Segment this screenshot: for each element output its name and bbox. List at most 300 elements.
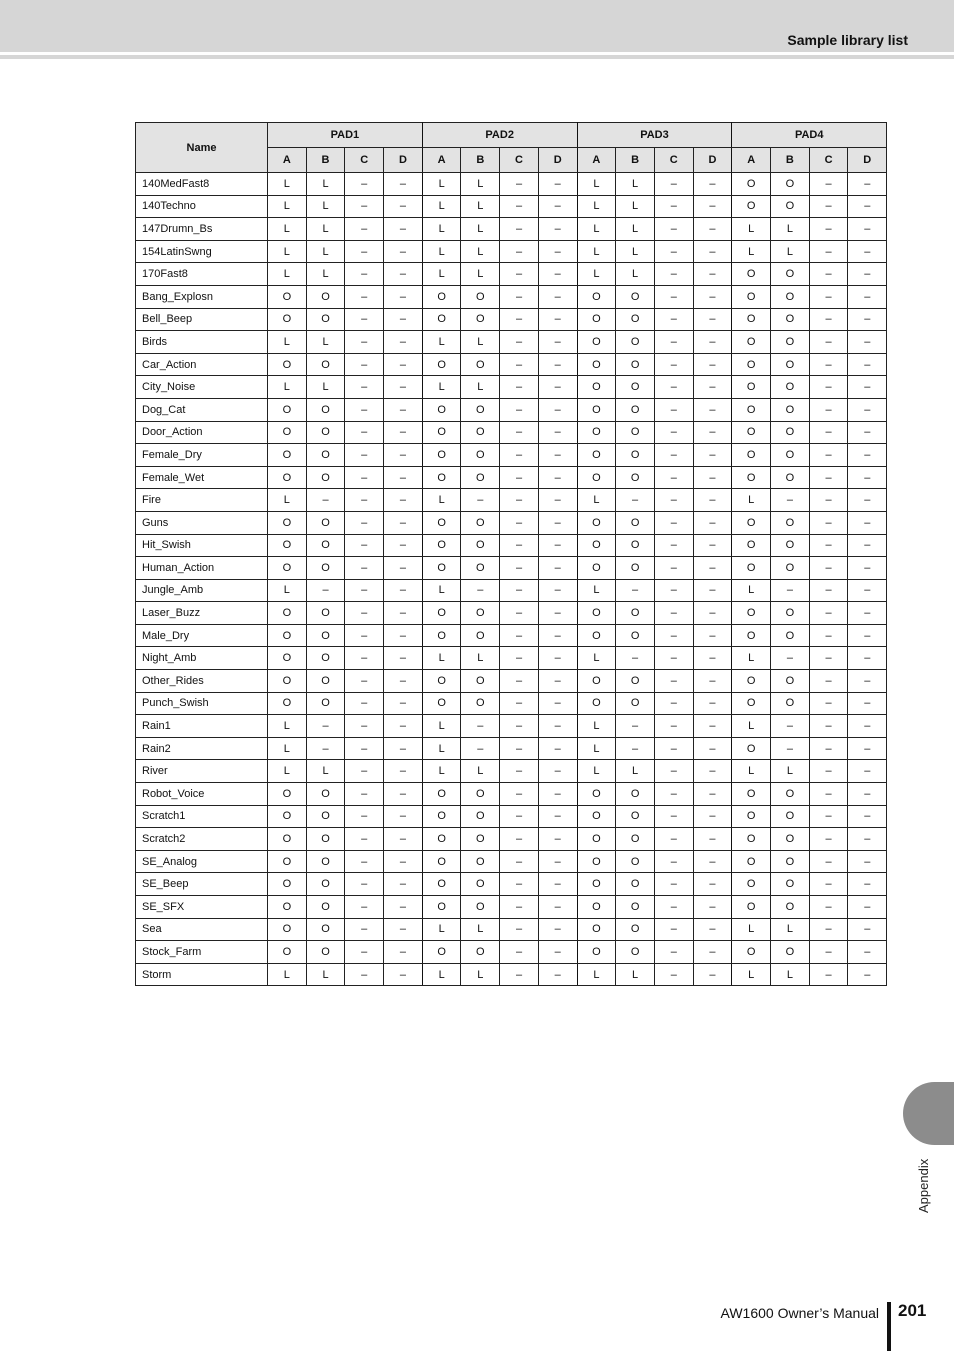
subcolumn-header: C [345, 148, 384, 173]
table-cell: – [538, 308, 577, 331]
table-cell: – [848, 285, 887, 308]
table-cell: – [809, 489, 848, 512]
table-cell: – [693, 692, 732, 715]
table-cell: O [306, 534, 345, 557]
table-row [136, 624, 887, 647]
table-cell: – [848, 760, 887, 783]
table-cell: – [693, 398, 732, 421]
table-cell: – [500, 308, 539, 331]
table-cell: – [500, 218, 539, 241]
table-cell: – [500, 240, 539, 263]
sample-name-cell: Storm [136, 963, 268, 986]
table-cell: O [577, 466, 616, 489]
table-cell: O [306, 670, 345, 693]
table-cell: – [345, 173, 384, 196]
table-cell: – [848, 557, 887, 580]
table-cell: O [268, 783, 307, 806]
table-cell: – [809, 308, 848, 331]
table-cell: – [809, 941, 848, 964]
sample-name-cell: 147Drumn_Bs [136, 218, 268, 241]
table-cell: – [848, 398, 887, 421]
sample-name-cell: Birds [136, 331, 268, 354]
table-cell: L [306, 218, 345, 241]
table-cell: – [654, 828, 693, 851]
table-cell: – [384, 760, 423, 783]
table-cell: O [306, 692, 345, 715]
table-cell: – [809, 783, 848, 806]
table-cell: – [500, 918, 539, 941]
table-cell: – [538, 173, 577, 196]
table-cell: O [577, 896, 616, 919]
table-cell: – [500, 783, 539, 806]
table-cell: O [771, 398, 810, 421]
table-cell: – [693, 760, 732, 783]
table-cell: – [616, 489, 655, 512]
table-cell: – [848, 444, 887, 467]
table-cell: O [268, 353, 307, 376]
table-cell: O [422, 896, 461, 919]
table-cell: – [771, 715, 810, 738]
table-cell: L [732, 647, 771, 670]
table-cell: O [422, 783, 461, 806]
table-cell: O [771, 828, 810, 851]
table-cell: O [577, 353, 616, 376]
table-cell: L [577, 173, 616, 196]
table-cell: O [577, 308, 616, 331]
table-cell: – [538, 331, 577, 354]
table-cell: O [616, 670, 655, 693]
table-cell: O [771, 670, 810, 693]
table-cell: – [848, 624, 887, 647]
table-cell: – [500, 579, 539, 602]
subcolumn-header: B [306, 148, 345, 173]
table-cell: – [384, 557, 423, 580]
table-cell: – [384, 195, 423, 218]
table-cell: L [577, 489, 616, 512]
table-cell: – [538, 466, 577, 489]
table-cell: O [422, 624, 461, 647]
table-cell: – [384, 941, 423, 964]
table-cell: O [577, 421, 616, 444]
sample-name-cell: Fire [136, 489, 268, 512]
sample-library-table [135, 122, 887, 986]
table-cell: L [306, 173, 345, 196]
table-cell: L [268, 737, 307, 760]
table-cell: O [268, 670, 307, 693]
table-cell: – [693, 783, 732, 806]
table-cell: – [538, 715, 577, 738]
table-cell: – [693, 941, 732, 964]
table-cell: – [654, 444, 693, 467]
table-cell: – [693, 308, 732, 331]
table-cell: O [268, 692, 307, 715]
table-row [136, 376, 887, 399]
table-cell: – [538, 805, 577, 828]
table-cell: – [384, 918, 423, 941]
table-cell: O [771, 941, 810, 964]
table-cell: L [268, 263, 307, 286]
table-cell: L [268, 760, 307, 783]
table-cell: – [809, 692, 848, 715]
sample-name-cell: Female_Dry [136, 444, 268, 467]
table-cell: – [809, 331, 848, 354]
table-cell: O [732, 195, 771, 218]
table-cell: – [500, 466, 539, 489]
table-cell: O [771, 376, 810, 399]
table-cell: – [345, 918, 384, 941]
appendix-label: Appendix [916, 1158, 931, 1213]
table-cell: O [422, 308, 461, 331]
sample-name-cell: Laser_Buzz [136, 602, 268, 625]
table-cell: O [268, 828, 307, 851]
table-cell: L [771, 760, 810, 783]
table-cell: O [616, 873, 655, 896]
table-cell: L [306, 331, 345, 354]
table-cell: – [345, 218, 384, 241]
table-cell: – [848, 918, 887, 941]
table-cell: L [577, 737, 616, 760]
table-cell: O [577, 783, 616, 806]
table-cell: L [422, 195, 461, 218]
table-cell: – [538, 737, 577, 760]
table-cell: – [345, 896, 384, 919]
table-cell: – [693, 534, 732, 557]
table-cell: – [809, 511, 848, 534]
table-cell: O [306, 421, 345, 444]
table-cell: – [461, 715, 500, 738]
table-cell: O [422, 285, 461, 308]
table-cell: – [345, 466, 384, 489]
table-cell: – [345, 692, 384, 715]
table-cell: – [500, 873, 539, 896]
table-cell: – [693, 624, 732, 647]
table-cell: – [384, 466, 423, 489]
table-cell: L [461, 918, 500, 941]
table-cell: O [771, 534, 810, 557]
table-cell: – [809, 647, 848, 670]
table-cell: – [345, 805, 384, 828]
table-cell: – [384, 240, 423, 263]
table-cell: – [384, 218, 423, 241]
table-cell: O [616, 534, 655, 557]
table-row [136, 918, 887, 941]
sample-name-cell: Door_Action [136, 421, 268, 444]
table-cell: – [345, 534, 384, 557]
table-cell: – [654, 466, 693, 489]
table-cell: – [848, 692, 887, 715]
table-row [136, 353, 887, 376]
table-cell: O [616, 602, 655, 625]
table-cell: – [809, 263, 848, 286]
table-cell: O [422, 398, 461, 421]
table-cell: O [616, 285, 655, 308]
table-cell: O [461, 557, 500, 580]
table-cell: L [422, 263, 461, 286]
table-cell: – [809, 602, 848, 625]
table-cell: – [654, 963, 693, 986]
table-cell: – [500, 534, 539, 557]
table-cell: O [732, 511, 771, 534]
table-cell: – [654, 602, 693, 625]
table-cell: O [306, 783, 345, 806]
table-cell: – [654, 896, 693, 919]
table-cell: – [654, 760, 693, 783]
table-cell: – [500, 963, 539, 986]
table-cell: – [654, 534, 693, 557]
table-cell: – [654, 918, 693, 941]
table-cell: – [384, 263, 423, 286]
table-cell: L [461, 240, 500, 263]
table-cell: O [461, 534, 500, 557]
table-row [136, 444, 887, 467]
subcolumn-header: A [268, 148, 307, 173]
subcolumn-header: D [693, 148, 732, 173]
subcolumn-header: D [384, 148, 423, 173]
table-cell: O [771, 873, 810, 896]
table-cell: – [461, 489, 500, 512]
table-cell: – [538, 828, 577, 851]
table-cell: L [422, 737, 461, 760]
table-cell: – [500, 173, 539, 196]
table-cell: O [577, 670, 616, 693]
table-cell: – [848, 896, 887, 919]
table-cell: O [616, 692, 655, 715]
table-cell: – [500, 602, 539, 625]
table-cell: – [809, 240, 848, 263]
table-row [136, 308, 887, 331]
table-row [136, 850, 887, 873]
table-cell: – [538, 557, 577, 580]
table-cell: – [500, 489, 539, 512]
table-cell: – [848, 670, 887, 693]
table-cell: – [771, 489, 810, 512]
table-cell: – [461, 737, 500, 760]
table-cell: O [732, 398, 771, 421]
table-cell: – [771, 647, 810, 670]
table-cell: – [538, 444, 577, 467]
table-cell: O [306, 624, 345, 647]
table-cell: – [693, 195, 732, 218]
table-cell: O [268, 557, 307, 580]
table-cell: L [268, 579, 307, 602]
subcolumn-header: D [538, 148, 577, 173]
table-cell: – [500, 828, 539, 851]
table-cell: – [500, 285, 539, 308]
table-cell: – [693, 602, 732, 625]
table-cell: – [538, 263, 577, 286]
table-cell: – [384, 534, 423, 557]
table-cell: – [345, 444, 384, 467]
table-cell: O [732, 353, 771, 376]
table-cell: – [500, 760, 539, 783]
table-cell: – [848, 353, 887, 376]
table-cell: – [848, 579, 887, 602]
table-cell: O [461, 941, 500, 964]
table-cell: O [577, 534, 616, 557]
table-cell: – [345, 602, 384, 625]
table-cell: – [384, 173, 423, 196]
table-cell: O [461, 466, 500, 489]
table-cell: O [461, 670, 500, 693]
table-cell: O [422, 444, 461, 467]
table-cell: O [461, 285, 500, 308]
table-cell: O [306, 918, 345, 941]
table-row [136, 195, 887, 218]
table-cell: – [345, 240, 384, 263]
table-cell: O [306, 805, 345, 828]
table-cell: O [577, 941, 616, 964]
table-cell: O [577, 331, 616, 354]
table-cell: – [654, 579, 693, 602]
subcolumn-header: B [771, 148, 810, 173]
subcolumn-header: C [809, 148, 848, 173]
column-header-pad3: PAD3 [577, 123, 732, 148]
table-cell: – [345, 421, 384, 444]
table-cell: – [693, 737, 732, 760]
table-cell: – [809, 918, 848, 941]
table-cell: O [577, 444, 616, 467]
table-cell: O [306, 285, 345, 308]
table-cell: L [616, 195, 655, 218]
table-cell: O [732, 263, 771, 286]
table-cell: O [268, 850, 307, 873]
subcolumn-header: A [422, 148, 461, 173]
table-cell: O [616, 941, 655, 964]
table-cell: – [809, 963, 848, 986]
table-cell: O [461, 873, 500, 896]
table-cell: – [384, 715, 423, 738]
table-row [136, 263, 887, 286]
table-cell: – [538, 511, 577, 534]
sample-name-cell: Scratch1 [136, 805, 268, 828]
table-cell: O [306, 647, 345, 670]
table-row [136, 173, 887, 196]
table-cell: – [848, 376, 887, 399]
table-cell: – [848, 805, 887, 828]
table-cell: – [538, 624, 577, 647]
table-cell: O [616, 466, 655, 489]
table-cell: L [268, 963, 307, 986]
table-cell: – [538, 421, 577, 444]
table-cell: O [306, 850, 345, 873]
table-cell: O [577, 557, 616, 580]
table-cell: – [500, 421, 539, 444]
table-cell: – [384, 331, 423, 354]
table-cell: – [500, 941, 539, 964]
table-cell: – [848, 466, 887, 489]
table-cell: L [577, 760, 616, 783]
table-cell: – [306, 737, 345, 760]
table-cell: – [345, 850, 384, 873]
table-cell: O [577, 398, 616, 421]
table-cell: – [345, 398, 384, 421]
header-rule [0, 55, 954, 59]
table-cell: – [345, 760, 384, 783]
sample-name-cell: Sea [136, 918, 268, 941]
table-cell: – [345, 828, 384, 851]
sample-name-cell: Punch_Swish [136, 692, 268, 715]
table-cell: O [771, 195, 810, 218]
table-row [136, 715, 887, 738]
table-cell: – [500, 376, 539, 399]
table-cell: – [538, 918, 577, 941]
table-cell: – [538, 218, 577, 241]
table-cell: O [771, 285, 810, 308]
table-cell: – [809, 828, 848, 851]
table-cell: – [384, 421, 423, 444]
sample-name-cell: Hit_Swish [136, 534, 268, 557]
table-cell: – [654, 308, 693, 331]
table-cell: – [848, 421, 887, 444]
table-cell: – [538, 534, 577, 557]
table-row [136, 557, 887, 580]
table-cell: – [500, 557, 539, 580]
table-cell: O [732, 173, 771, 196]
table-cell: O [577, 918, 616, 941]
table-cell: L [268, 218, 307, 241]
table-cell: L [577, 218, 616, 241]
subcolumn-header: C [654, 148, 693, 173]
table-cell: – [538, 353, 577, 376]
table-cell: – [500, 195, 539, 218]
table-cell: – [500, 353, 539, 376]
table-cell: – [500, 896, 539, 919]
table-cell: – [693, 285, 732, 308]
table-cell: – [538, 670, 577, 693]
table-cell: O [771, 624, 810, 647]
table-cell: – [616, 737, 655, 760]
table-cell: L [422, 963, 461, 986]
table-cell: – [538, 398, 577, 421]
table-cell: – [654, 557, 693, 580]
table-cell: – [616, 579, 655, 602]
table-cell: – [306, 489, 345, 512]
table-cell: L [461, 647, 500, 670]
column-header-name: Name [136, 123, 268, 173]
table-cell: O [771, 896, 810, 919]
table-cell: – [345, 353, 384, 376]
table-cell: – [616, 715, 655, 738]
table-cell: L [422, 489, 461, 512]
table-cell: L [268, 331, 307, 354]
sample-name-cell: Female_Wet [136, 466, 268, 489]
table-cell: – [384, 398, 423, 421]
table-cell: O [616, 444, 655, 467]
subcolumn-header: A [732, 148, 771, 173]
table-cell: – [306, 715, 345, 738]
table-cell: – [654, 195, 693, 218]
sample-name-cell: Dog_Cat [136, 398, 268, 421]
footer-manual-title: AW1600 Owner’s Manual [720, 1305, 879, 1321]
table-cell: O [771, 602, 810, 625]
table-cell: – [345, 511, 384, 534]
sample-name-cell: 140MedFast8 [136, 173, 268, 196]
column-header-pad2: PAD2 [422, 123, 577, 148]
table-cell: – [384, 692, 423, 715]
table-cell: O [577, 624, 616, 647]
table-cell: – [809, 421, 848, 444]
table-cell: O [422, 805, 461, 828]
table-cell: O [732, 783, 771, 806]
table-cell: O [732, 737, 771, 760]
table-cell: – [654, 692, 693, 715]
table-cell: – [654, 353, 693, 376]
table-cell: O [616, 850, 655, 873]
table-cell: – [538, 240, 577, 263]
table-cell: L [732, 489, 771, 512]
table-cell: – [384, 828, 423, 851]
table-row [136, 692, 887, 715]
